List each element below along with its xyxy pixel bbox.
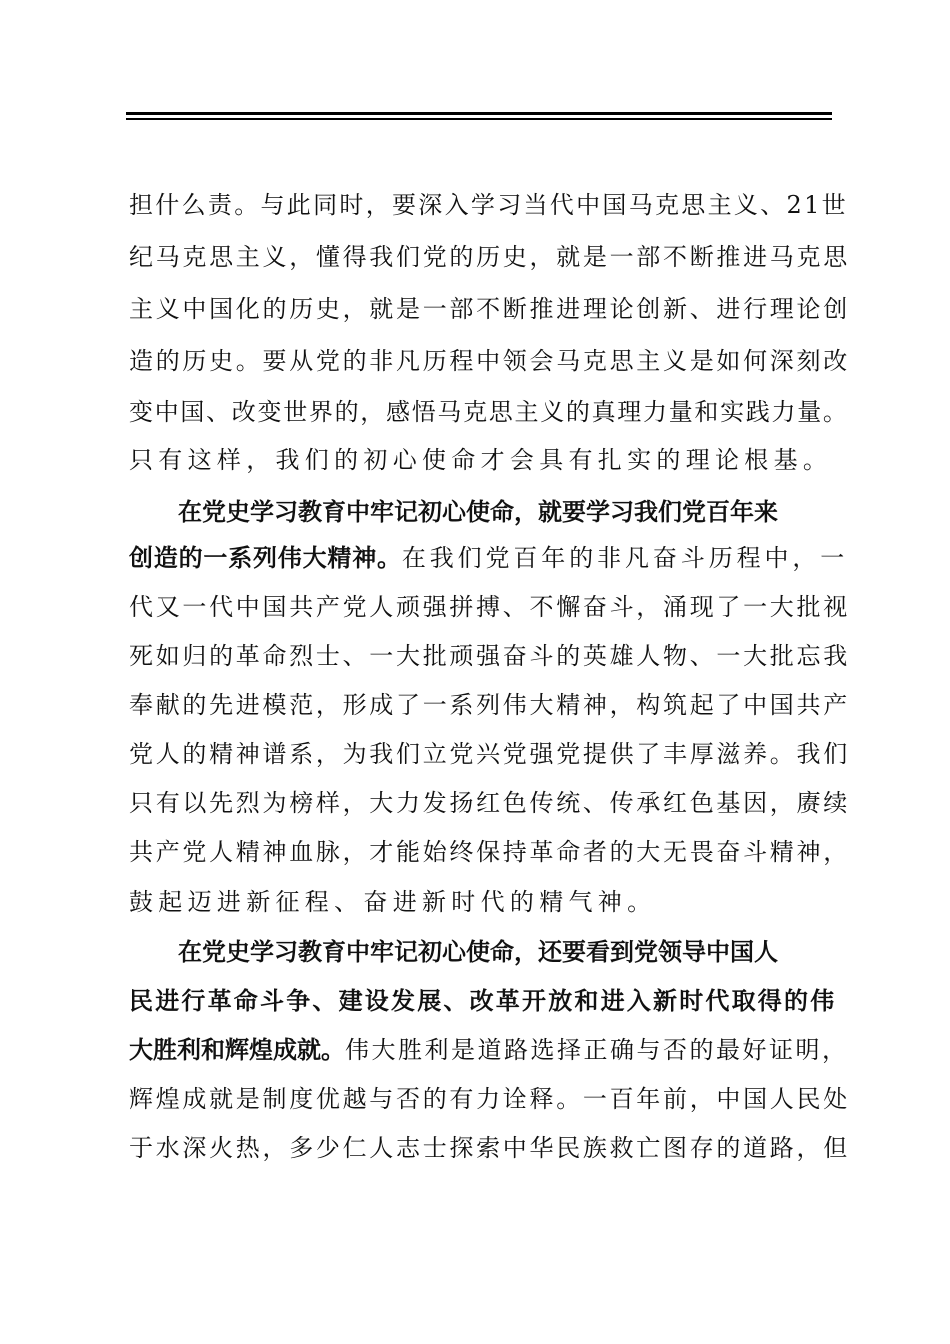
- text-run: 伟大胜利是道路选择正确与否的最好证明，: [345, 1036, 849, 1064]
- body-line: [129, 882, 849, 922]
- body-line: [178, 492, 898, 532]
- body-line: [129, 1030, 849, 1070]
- body-line: [129, 587, 849, 627]
- body-line: [129, 783, 849, 823]
- bold-run: 在党史学习教育中牢记初心使命，就要学习我们党百年来: [178, 498, 778, 526]
- text-run: 党人的精神谱系，为我们立党兴党强党提供了丰厚滋养。我们: [129, 740, 850, 768]
- header-rule-thick: [126, 112, 832, 115]
- text-run: 代又一代中国共产党人顽强拼搏、不懈奋斗，涌现了一大批视: [129, 593, 850, 621]
- body-line: [129, 1128, 849, 1168]
- text-run: 只有这样，我们的初心使命才会具有扎实的理论根基。: [129, 446, 833, 474]
- text-run: 在我们党百年的非凡奋斗历程中，一: [401, 544, 849, 572]
- body-line: [129, 538, 849, 578]
- text-run: 鼓起迈进新征程、奋进新时代的精气神。: [129, 888, 657, 916]
- body-line: [178, 932, 898, 972]
- body-line: [129, 734, 849, 774]
- text-run: 担什么责。与此同时，要深入学习当代中国马克思主义、21世: [129, 191, 848, 219]
- body-line: [129, 1079, 849, 1119]
- text-run: 奉献的先进模范，形成了一系列伟大精神，构筑起了中国共产: [129, 691, 850, 719]
- text-run: 于水深火热，多少仁人志士探索中华民族救亡图存的道路，但: [129, 1134, 850, 1162]
- text-run: 死如归的革命烈士、一大批顽强奋斗的英雄人物、一大批忘我: [129, 642, 850, 670]
- text-run: 变中国、改变世界的，感悟马克思主义的真理力量和实践力量。: [129, 398, 849, 426]
- body-line: [129, 981, 849, 1021]
- text-run: 只有以先烈为榜样，大力发扬红色传统、传承红色基因，赓续: [129, 789, 850, 817]
- text-run: 纪马克思主义，懂得我们党的历史，就是一部不断推进马克思: [129, 243, 850, 271]
- body-line: [129, 289, 849, 329]
- body-line: [129, 832, 849, 872]
- body-line: [129, 685, 849, 725]
- body-line: [129, 440, 849, 480]
- bold-run: 大胜利和辉煌成就。: [129, 1036, 345, 1064]
- header-double-rule: [126, 112, 832, 120]
- body-line: [129, 392, 849, 432]
- bold-run: 创造的一系列伟大精神。: [129, 544, 402, 572]
- body-line: [129, 185, 849, 225]
- text-run: 共产党人精神血脉，才能始终保持革命者的大无畏奋斗精神，: [129, 838, 850, 866]
- header-rule-thin: [126, 118, 832, 120]
- body-line: [129, 636, 849, 676]
- body-line: [129, 237, 849, 277]
- body-line: [129, 341, 849, 381]
- text-run: 造的历史。要从党的非凡历程中领会马克思主义是如何深刻改: [129, 347, 850, 375]
- bold-run: 民进行革命斗争、建设发展、改革开放和进入新时代取得的伟: [129, 987, 837, 1015]
- text-run: 辉煌成就是制度优越与否的有力诠释。一百年前，中国人民处: [129, 1085, 850, 1113]
- bold-run: 在党史学习教育中牢记初心使命，还要看到党领导中国人: [178, 938, 778, 966]
- text-run: 主义中国化的历史，就是一部不断推进理论创新、进行理论创: [129, 295, 850, 323]
